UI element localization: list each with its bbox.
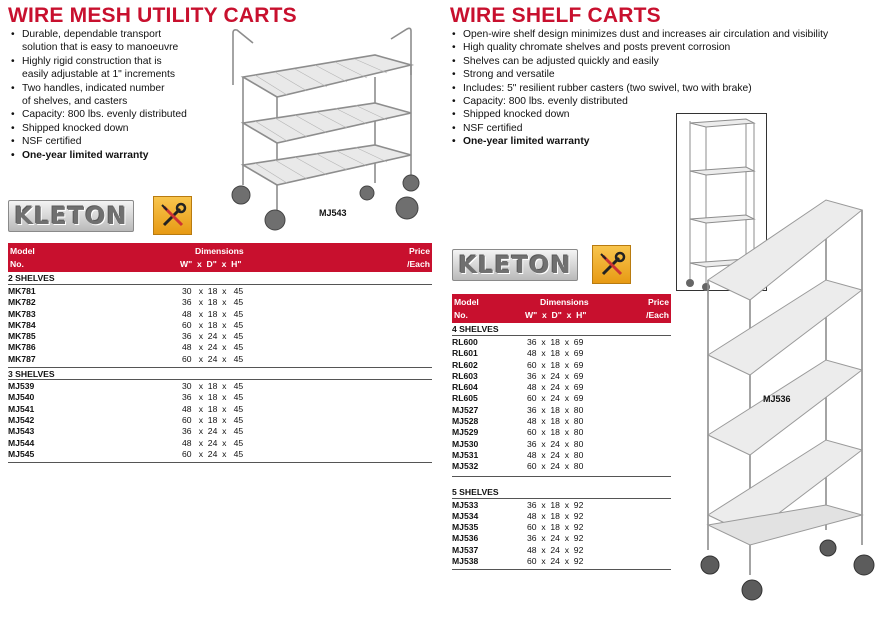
right-bullet: • High quality chromate shelves and posts prevent corrosion: [452, 41, 828, 54]
table-row: [8, 342, 432, 353]
model-no: MJ536: [452, 533, 479, 544]
left-bullet: solution that is easy to manoeuvre: [22, 42, 179, 54]
col-each: /Each: [407, 259, 430, 269]
dimensions: 48 x 24 x 69: [527, 382, 584, 393]
group-label: 4 SHELVES: [452, 323, 671, 336]
col-price: Price: [647, 297, 669, 307]
left-feature-list: [11, 28, 187, 162]
left-bullet: • Highly rigid construction that is: [11, 55, 187, 68]
col-dimensions: Dimensions: [540, 297, 589, 307]
kleton-logo: KLETON: [8, 200, 134, 232]
table-row: [8, 415, 432, 426]
model-no: MJ527: [452, 404, 479, 415]
model-no: MJ540: [8, 392, 35, 403]
dimensions: 60 x 18 x 92: [527, 522, 584, 533]
model-no: MJ543: [8, 426, 35, 437]
left-bullet: • Shipped knocked down: [11, 122, 187, 135]
table-row: [452, 427, 671, 438]
right-brand-logo: [452, 245, 631, 284]
table-row: [452, 416, 671, 427]
model-no: RL602: [452, 359, 478, 370]
table-row: [8, 381, 432, 392]
right-bullet: • Shelves can be adjusted quickly and easily: [452, 55, 828, 68]
table-row: [8, 449, 432, 460]
model-no: MJ530: [452, 438, 479, 449]
dimensions: 60 x 24 x 80: [527, 461, 584, 472]
dimensions: 48 x 18 x 92: [527, 510, 584, 521]
model-no: MK785: [8, 331, 36, 342]
col-price: Price: [408, 246, 430, 256]
left-section-title: WIRE MESH UTILITY CARTS: [8, 4, 297, 27]
dimensions: 36 x 18 x 45: [182, 297, 244, 308]
model-no: MJ541: [8, 403, 35, 414]
model-no: RL604: [452, 382, 478, 393]
group-label: 3 SHELVES: [8, 367, 432, 380]
model-no: MK786: [8, 342, 36, 353]
table-row: [452, 337, 671, 348]
table-row: [8, 309, 432, 320]
dimensions: 48 x 24 x 80: [527, 449, 584, 460]
dimensions: 36 x 24 x 80: [527, 438, 584, 449]
right-bullet: • Strong and versatile: [452, 68, 828, 81]
table-row: [8, 426, 432, 437]
model-no: MJ544: [8, 437, 35, 448]
table-row: [452, 545, 671, 556]
model-no: RL605: [452, 393, 478, 404]
dimensions: 60 x 18 x 80: [527, 427, 584, 438]
table-row: [452, 405, 671, 416]
left-bullet: • NSF certified: [11, 135, 187, 148]
model-no: MJ533: [452, 499, 479, 510]
model-no: MK782: [8, 297, 36, 308]
left-brand-logo: [8, 196, 192, 235]
table-row: [452, 500, 671, 511]
dimensions: 48 x 24 x 45: [182, 437, 244, 448]
col-dim-units: W" x D" x H": [525, 310, 587, 320]
dimensions: 36 x 24 x 92: [527, 533, 584, 544]
table-row: [452, 348, 671, 359]
model-no: MK787: [8, 353, 36, 364]
left-bullet: • Capacity: 800 lbs. evenly distributed: [11, 108, 187, 121]
model-no: MJ532: [452, 461, 479, 472]
dimensions: 60 x 18 x 69: [527, 359, 584, 370]
dimensions: 48 x 18 x 80: [527, 416, 584, 427]
left-image-caption: MJ543: [319, 208, 347, 218]
col-model: Model: [10, 246, 35, 256]
dimensions: 36 x 24 x 45: [182, 426, 244, 437]
dimensions: 48 x 18 x 69: [527, 348, 584, 359]
table-row: [8, 438, 432, 449]
model-no: MJ545: [8, 448, 35, 459]
table-row: [452, 439, 671, 450]
dimensions: 60 x 24 x 69: [527, 393, 584, 404]
model-no: RL600: [452, 337, 478, 347]
model-no: MJ538: [452, 556, 479, 567]
table-row: [8, 354, 432, 365]
col-dimensions: Dimensions: [195, 246, 244, 256]
model-no: RL601: [452, 348, 478, 359]
right-price-table: [452, 294, 671, 570]
model-no: MK783: [8, 308, 36, 319]
dimensions: 60 x 18 x 45: [182, 319, 244, 330]
right-group-rows: [452, 336, 671, 477]
right-table-header: [452, 294, 671, 323]
table-row: [8, 331, 432, 342]
left-bullet-warranty: • One-year limited warranty: [11, 149, 187, 162]
kleton-logo: KLETON: [452, 249, 578, 281]
dimensions: 36 x 24 x 69: [527, 370, 584, 381]
table-row: [452, 450, 671, 461]
dimensions: 48 x 24 x 92: [527, 544, 584, 555]
dimensions: 48 x 18 x 45: [182, 308, 244, 319]
left-bullet: • Durable, dependable transport: [11, 28, 187, 41]
model-no: MK784: [8, 319, 36, 330]
right-bullet: • Includes: 5" resilient rubber casters (two swivel, two with brake): [452, 82, 828, 95]
model-no: MJ529: [452, 427, 479, 438]
model-no: MJ528: [452, 416, 479, 427]
table-row: [8, 297, 432, 308]
col-no: No.: [10, 259, 24, 269]
left-price-table: [8, 243, 432, 463]
table-row: [452, 393, 671, 404]
table-row: [8, 404, 432, 415]
table-row: [452, 511, 671, 522]
left-table-header: [8, 243, 432, 272]
right-group-rows: [452, 499, 671, 571]
wrench-screwdriver-icon: [153, 196, 192, 235]
dimensions: 30 x 18 x 45: [182, 381, 244, 392]
model-no: MJ539: [8, 381, 35, 392]
dimensions: 60 x 24 x 45: [182, 353, 244, 364]
table-row: [8, 392, 432, 403]
table-row: [452, 382, 671, 393]
table-row: [452, 371, 671, 382]
dimensions: 36 x 24 x 45: [182, 331, 244, 342]
right-section-title: WIRE SHELF CARTS: [450, 4, 661, 27]
dimensions: 30 x 18 x 45: [182, 286, 244, 296]
dimensions: 36 x 18 x 92: [527, 499, 584, 510]
model-no: MJ542: [8, 414, 35, 425]
model-no: RL603: [452, 370, 478, 381]
left-bullet: easily adjustable at 1" increments: [22, 69, 176, 81]
dimensions: 48 x 18 x 45: [182, 403, 244, 414]
col-no: No.: [454, 310, 468, 320]
dimensions: 36 x 18 x 45: [182, 392, 244, 403]
right-bullet: • Capacity: 800 lbs. evenly distributed: [452, 95, 828, 108]
left-group-rows: [8, 380, 432, 463]
dimensions: 60 x 24 x 45: [182, 448, 244, 459]
left-bullet: • Two handles, indicated number: [11, 82, 187, 95]
table-row: [8, 320, 432, 331]
right-bullet-warranty: • One-year limited warranty: [452, 135, 828, 148]
right-bullet: • Open-wire shelf design minimizes dust and increases air circulation and visibility: [452, 28, 828, 41]
left-group-rows: [8, 285, 432, 365]
table-row: [452, 556, 671, 567]
right-bullet: • Shipped knocked down: [452, 108, 828, 121]
table-row: [452, 360, 671, 371]
model-no: MK781: [8, 286, 36, 296]
table-row: [452, 522, 671, 533]
right-bullet: • NSF certified: [452, 122, 828, 135]
group-label: 5 SHELVES: [452, 486, 671, 499]
col-each: /Each: [646, 310, 669, 320]
model-no: MJ537: [452, 544, 479, 555]
dimensions: 36 x 18 x 69: [527, 337, 584, 347]
table-row: [8, 286, 432, 297]
dimensions: 36 x 18 x 80: [527, 404, 584, 415]
model-no: MJ531: [452, 449, 479, 460]
group-label: 2 SHELVES: [8, 272, 432, 285]
left-bullet: of shelves, and casters: [22, 96, 128, 108]
col-model: Model: [454, 297, 479, 307]
table-row: [452, 461, 671, 472]
wrench-screwdriver-icon: [592, 245, 631, 284]
model-no: MJ534: [452, 510, 479, 521]
right-feature-list: [452, 28, 828, 149]
table-row: [452, 533, 671, 544]
dimensions: 48 x 24 x 45: [182, 342, 244, 353]
dimensions: 60 x 24 x 92: [527, 556, 584, 567]
utility-cart-image: [215, 25, 430, 235]
dimensions: 60 x 18 x 45: [182, 414, 244, 425]
col-dim-units: W" x D" x H": [180, 259, 242, 269]
model-no: MJ535: [452, 522, 479, 533]
right-image-caption: MJ536: [763, 394, 791, 404]
